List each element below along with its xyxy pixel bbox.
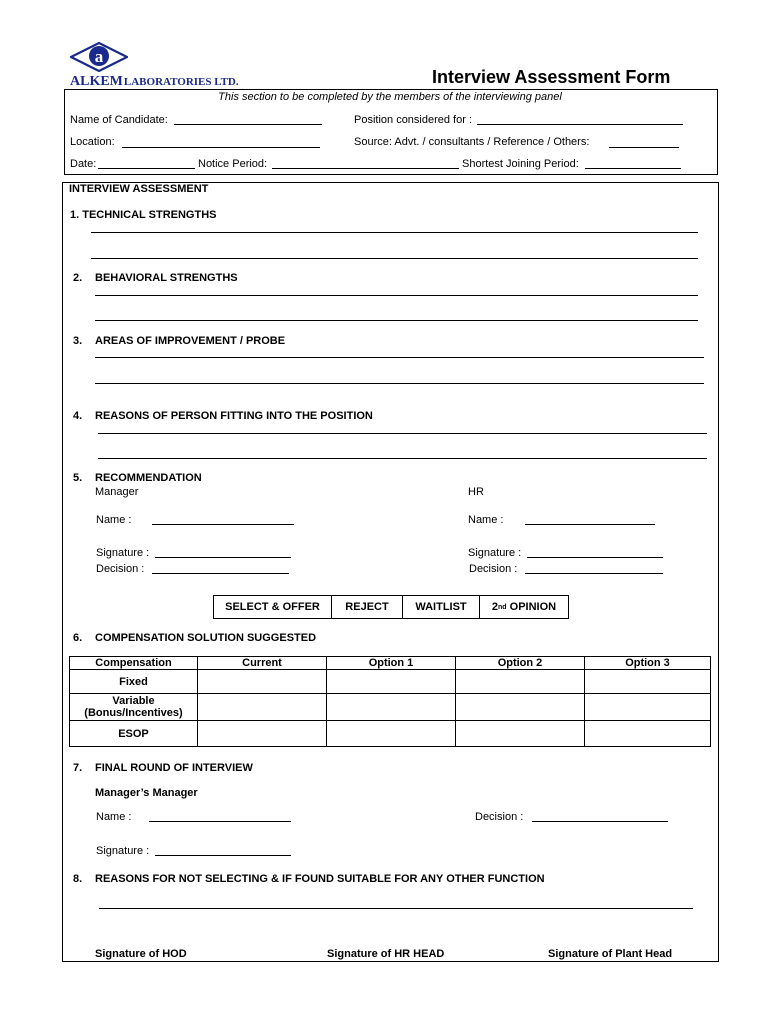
cell-esop-option-2[interactable] (456, 721, 585, 747)
manager-name-field[interactable] (152, 524, 294, 525)
manager-decision-field[interactable] (152, 573, 289, 574)
signature-hr-head: Signature of HR HEAD (327, 948, 445, 960)
final-signature-label: Signature : (96, 845, 150, 857)
col-current: Current (198, 657, 327, 670)
cell-variable-option-1[interactable] (327, 694, 456, 721)
hr-name-label: Name : (468, 514, 504, 526)
col-compensation: Compensation (70, 657, 198, 670)
section-final-round-heading: FINAL ROUND OF INTERVIEW (95, 762, 253, 774)
improvement-line-2[interactable] (95, 383, 704, 384)
decision-options (214, 595, 569, 619)
table-row (70, 670, 711, 694)
cell-variable-option-2[interactable] (456, 694, 585, 721)
second-opinion-text: OPINION (506, 601, 557, 613)
company-logo (70, 42, 128, 72)
not-selecting-line[interactable] (99, 908, 693, 909)
manager-signature-field[interactable] (155, 557, 291, 558)
reject-option[interactable]: REJECT (331, 595, 403, 619)
table-header-row (70, 657, 711, 670)
cell-variable-current[interactable] (198, 694, 327, 721)
second-opinion-ordinal: nd (498, 603, 507, 611)
section-8-number: 8. (73, 873, 83, 885)
svg-text:a: a (94, 47, 104, 66)
row-label-fixed: Fixed (70, 670, 198, 694)
assessment-heading: INTERVIEW ASSESSMENT (69, 183, 209, 195)
cell-variable-option-3[interactable] (585, 694, 711, 721)
company-name (70, 72, 239, 90)
position-field[interactable] (477, 124, 683, 125)
final-decision-field[interactable] (532, 821, 668, 822)
company-word-alkem: ALKEM (70, 74, 123, 89)
final-name-label: Name : (96, 811, 132, 823)
section-technical-heading: 1. TECHNICAL STRENGTHS (70, 209, 217, 221)
table-row (70, 721, 711, 747)
technical-line-1[interactable] (91, 232, 698, 233)
col-option-3: Option 3 (585, 657, 711, 670)
row-label-variable-line2: (Bonus/Incentives) (84, 707, 183, 719)
manager-label: Manager (95, 486, 139, 498)
hr-name-field[interactable] (525, 524, 655, 525)
cell-fixed-current[interactable] (198, 670, 327, 694)
second-opinion-number: 2 (491, 601, 499, 613)
behavioral-line-2[interactable] (95, 320, 698, 321)
cell-fixed-option-1[interactable] (327, 670, 456, 694)
technical-line-2[interactable] (91, 258, 698, 259)
select-offer-option[interactable]: SELECT & OFFER (213, 595, 332, 619)
waitlist-option[interactable]: WAITLIST (402, 595, 480, 619)
section-not-selecting-heading: REASONS FOR NOT SELECTING & IF FOUND SUITABLE FOR ANY OTHER FUNCTION (95, 873, 545, 885)
manager-signature-label: Signature : (96, 547, 150, 559)
section-compensation-heading: COMPENSATION SOLUTION SUGGESTED (95, 632, 317, 644)
location-field[interactable] (122, 147, 320, 148)
table-row (70, 694, 711, 721)
notice-period-field[interactable] (272, 168, 459, 169)
source-label: Source: Advt. / consultants / Reference / Others: (354, 136, 590, 148)
joining-period-field[interactable] (585, 168, 681, 169)
row-label-variable-line1: Variable (112, 695, 155, 707)
section-improvement-heading: AREAS OF IMPROVEMENT / PROBE (95, 335, 286, 347)
section-fitting-heading: REASONS OF PERSON FITTING INTO THE POSITION (95, 410, 373, 422)
hr-signature-label: Signature : (468, 547, 522, 559)
col-option-2: Option 2 (456, 657, 585, 670)
date-field[interactable] (98, 168, 195, 169)
managers-manager-label: Manager’s Manager (95, 787, 198, 799)
compensation-table (69, 656, 711, 747)
second-opinion-option[interactable] (479, 595, 569, 619)
position-label: Position considered for : (354, 114, 473, 126)
location-label: Location: (70, 136, 115, 148)
behavioral-line-1[interactable] (95, 295, 698, 296)
joining-period-label: Shortest Joining Period: (462, 158, 579, 170)
notice-period-label: Notice Period: (198, 158, 268, 170)
cell-esop-current[interactable] (198, 721, 327, 747)
hr-signature-field[interactable] (527, 557, 663, 558)
fitting-line-1[interactable] (98, 433, 707, 434)
hr-label: HR (468, 486, 484, 498)
section-4-number: 4. (73, 410, 83, 422)
final-name-field[interactable] (149, 821, 291, 822)
candidate-name-label: Name of Candidate: (70, 114, 168, 126)
section-behavioral-heading: BEHAVIORAL STRENGTHS (95, 272, 238, 284)
source-field[interactable] (609, 147, 679, 148)
row-label-variable (70, 694, 198, 721)
cell-fixed-option-3[interactable] (585, 670, 711, 694)
section-6-number: 6. (73, 632, 83, 644)
section-5-number: 5. (73, 472, 83, 484)
section-7-number: 7. (73, 762, 83, 774)
hr-decision-label: Decision : (469, 563, 518, 575)
section-2-number: 2. (73, 272, 83, 284)
manager-decision-label: Decision : (96, 563, 145, 575)
final-signature-field[interactable] (155, 855, 291, 856)
col-option-1: Option 1 (327, 657, 456, 670)
date-label: Date: (70, 158, 97, 170)
assessment-box (62, 182, 719, 962)
section-recommendation-heading: RECOMMENDATION (95, 472, 202, 484)
manager-name-label: Name : (96, 514, 132, 526)
candidate-name-field[interactable] (174, 124, 322, 125)
final-decision-label: Decision : (475, 811, 524, 823)
signature-plant-head: Signature of Plant Head (548, 948, 673, 960)
panel-instruction: This section to be completed by the members of the interviewing panel (218, 91, 562, 103)
improvement-line-1[interactable] (95, 357, 704, 358)
hr-decision-field[interactable] (525, 573, 663, 574)
cell-esop-option-3[interactable] (585, 721, 711, 747)
fitting-line-2[interactable] (98, 458, 707, 459)
signature-hod: Signature of HOD (95, 948, 187, 960)
company-word-labs: LABORATORIES LTD. (123, 76, 239, 88)
cell-esop-option-1[interactable] (327, 721, 456, 747)
section-3-number: 3. (73, 335, 83, 347)
row-label-esop: ESOP (70, 721, 198, 747)
cell-fixed-option-2[interactable] (456, 670, 585, 694)
form-title: Interview Assessment Form (432, 67, 671, 87)
